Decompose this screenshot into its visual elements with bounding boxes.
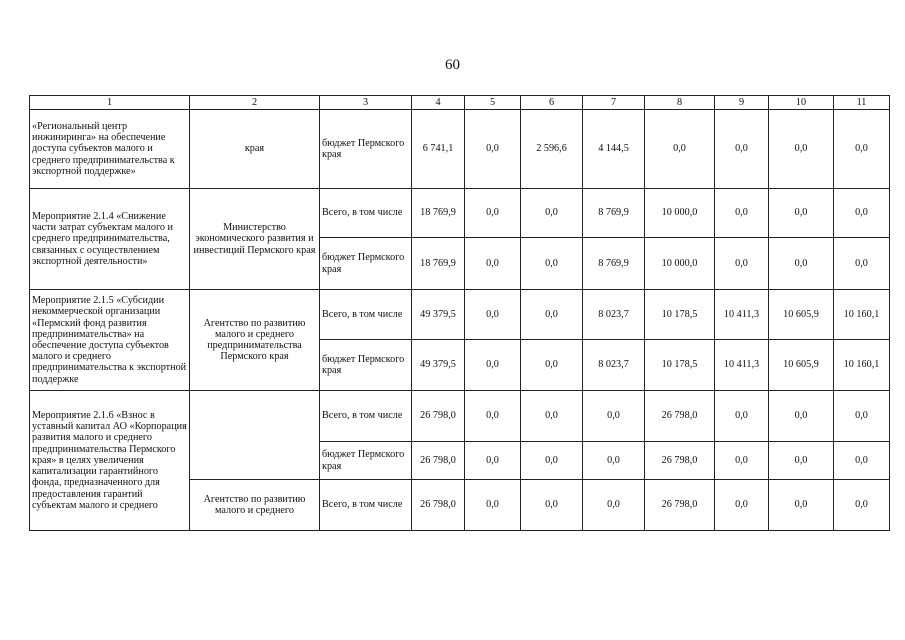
col-header: 9: [715, 96, 769, 110]
value-cell: 0,0: [715, 442, 769, 480]
activity-name: «Региональный центр инжиниринга» на обеспечение доступа субъектов малого и среднего предпринимательства к экспортной поддержке»: [30, 110, 190, 189]
value-cell: 10 605,9: [769, 340, 834, 391]
col-header: 4: [412, 96, 465, 110]
responsible-executor: края: [190, 110, 320, 189]
funding-source: Всего, в том числе: [320, 391, 412, 442]
responsible-executor: Агентство по развитию малого и среднего предпринимательства Пермского края: [190, 290, 320, 391]
value-cell: 10 178,5: [645, 290, 715, 340]
value-cell: 49 379,5: [412, 340, 465, 391]
value-cell: 0,0: [465, 340, 521, 391]
value-cell: 8 769,9: [583, 189, 645, 238]
value-cell: 0,0: [521, 290, 583, 340]
funding-source: бюджет Пермского края: [320, 442, 412, 480]
funding-source: Всего, в том числе: [320, 480, 412, 531]
value-cell: 0,0: [583, 480, 645, 531]
value-cell: 0,0: [521, 391, 583, 442]
col-header: 8: [645, 96, 715, 110]
activity-name: Мероприятие 2.1.6 «Взнос в уставный капитал АО «Корпорация развития малого и среднего предпринимательства Пермского края» в целях увеличения капитализации гарантийного фонда, предназначенного для предоставления гарантий субъектам малого и среднего: [30, 391, 190, 531]
value-cell: 26 798,0: [645, 442, 715, 480]
value-cell: 0,0: [465, 442, 521, 480]
value-cell: 0,0: [834, 442, 890, 480]
value-cell: 10 605,9: [769, 290, 834, 340]
funding-source: бюджет Пермского края: [320, 238, 412, 290]
col-header: 11: [834, 96, 890, 110]
value-cell: 2 596,6: [521, 110, 583, 189]
responsible-executor: Министерство экономического развития и инвестиций Пермского края: [190, 189, 320, 290]
value-cell: 0,0: [583, 442, 645, 480]
activity-name: Мероприятие 2.1.5 «Субсидии некоммерческой организации «Пермский фонд развития предпринимательства» на обеспечение доступа субъектов малого и среднего предпринимательства к экспортной поддержке: [30, 290, 190, 391]
value-cell: 10 411,3: [715, 340, 769, 391]
value-cell: 0,0: [715, 238, 769, 290]
value-cell: 8 769,9: [583, 238, 645, 290]
value-cell: 0,0: [465, 189, 521, 238]
activity-name: Мероприятие 2.1.4 «Снижение части затрат субъектам малого и среднего предпринимательства, связанных с осуществлением экспортной деятельности»: [30, 189, 190, 290]
col-header: 5: [465, 96, 521, 110]
header-row: [30, 96, 890, 110]
table-row: [30, 290, 890, 340]
col-header: 3: [320, 96, 412, 110]
value-cell: 0,0: [834, 110, 890, 189]
value-cell: 0,0: [715, 480, 769, 531]
table-row: [30, 391, 890, 442]
value-cell: 26 798,0: [412, 442, 465, 480]
value-cell: 18 769,9: [412, 238, 465, 290]
value-cell: 0,0: [521, 238, 583, 290]
value-cell: 0,0: [834, 391, 890, 442]
value-cell: 10 178,5: [645, 340, 715, 391]
table-row: [30, 110, 890, 189]
value-cell: 0,0: [769, 442, 834, 480]
value-cell: 0,0: [583, 391, 645, 442]
value-cell: 0,0: [715, 391, 769, 442]
value-cell: 26 798,0: [412, 391, 465, 442]
value-cell: 8 023,7: [583, 340, 645, 391]
col-header: 1: [30, 96, 190, 110]
value-cell: 18 769,9: [412, 189, 465, 238]
value-cell: 10 160,1: [834, 340, 890, 391]
value-cell: 0,0: [465, 290, 521, 340]
responsible-executor: [190, 391, 320, 480]
value-cell: 0,0: [465, 480, 521, 531]
value-cell: 0,0: [465, 391, 521, 442]
responsible-executor: Агентство по развитию малого и среднего: [190, 480, 320, 531]
value-cell: 0,0: [521, 480, 583, 531]
col-header: 6: [521, 96, 583, 110]
col-header: 7: [583, 96, 645, 110]
funding-source: Всего, в том числе: [320, 290, 412, 340]
value-cell: 10 411,3: [715, 290, 769, 340]
value-cell: 0,0: [465, 238, 521, 290]
value-cell: 10 000,0: [645, 189, 715, 238]
value-cell: 26 798,0: [645, 391, 715, 442]
value-cell: 0,0: [769, 110, 834, 189]
table-row: [30, 189, 890, 238]
value-cell: 0,0: [834, 480, 890, 531]
value-cell: 0,0: [769, 480, 834, 531]
value-cell: 8 023,7: [583, 290, 645, 340]
value-cell: 0,0: [769, 391, 834, 442]
value-cell: 0,0: [834, 238, 890, 290]
value-cell: 0,0: [834, 189, 890, 238]
value-cell: 0,0: [521, 189, 583, 238]
value-cell: 10 000,0: [645, 238, 715, 290]
value-cell: 0,0: [715, 110, 769, 189]
value-cell: 0,0: [645, 110, 715, 189]
value-cell: 10 160,1: [834, 290, 890, 340]
value-cell: 26 798,0: [645, 480, 715, 531]
value-cell: 6 741,1: [412, 110, 465, 189]
value-cell: 0,0: [465, 110, 521, 189]
value-cell: 4 144,5: [583, 110, 645, 189]
program-table: [29, 95, 890, 531]
funding-source: бюджет Пермского края: [320, 340, 412, 391]
col-header: 2: [190, 96, 320, 110]
funding-source: Всего, в том числе: [320, 189, 412, 238]
value-cell: 0,0: [715, 189, 769, 238]
value-cell: 49 379,5: [412, 290, 465, 340]
col-header: 10: [769, 96, 834, 110]
value-cell: 0,0: [769, 238, 834, 290]
value-cell: 0,0: [769, 189, 834, 238]
page-number: 60: [445, 57, 460, 73]
value-cell: 26 798,0: [412, 480, 465, 531]
value-cell: 0,0: [521, 340, 583, 391]
value-cell: 0,0: [521, 442, 583, 480]
funding-source: бюджет Пермского края: [320, 110, 412, 189]
